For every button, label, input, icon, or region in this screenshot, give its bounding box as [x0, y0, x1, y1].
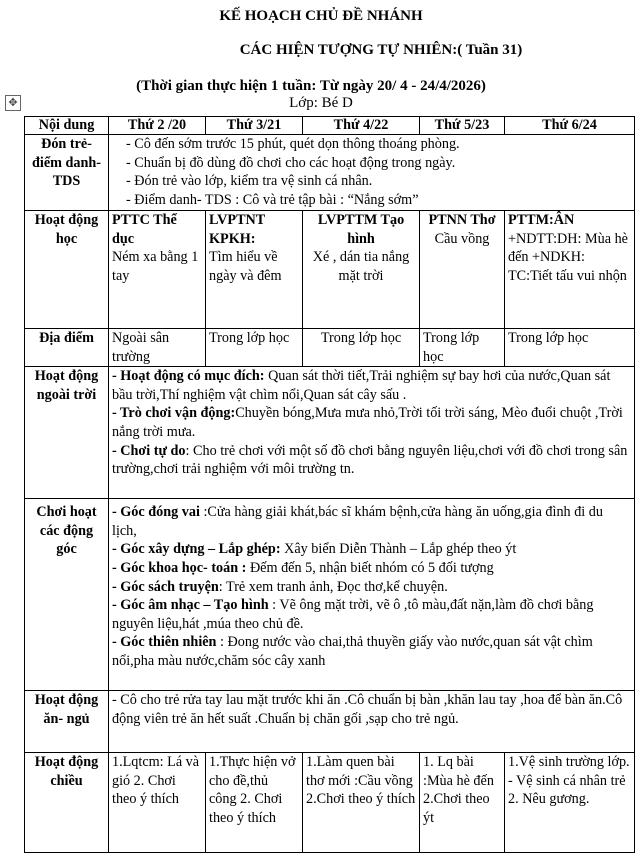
list-item: - Góc xây dựng – Lắp ghép: Xây biển Diễn Thành – Lắp ghép theo ýt [112, 541, 517, 558]
cell [206, 211, 303, 329]
row-label: Chơi hoạt các động góc [25, 499, 109, 691]
an-ngu-content: - Cô cho trẻ rửa tay lau mặt trước khi ăn .Cô chuẩn bị bàn ,khăn lau tay ,hoa để bàn ăn.Cô động viên trẻ ăn hết suất .Chuẩn bị chăn gối ,sạp cho trẻ ngủ. [109, 691, 635, 753]
table-row [25, 753, 635, 853]
cell: 1.Thực hiện vở cho đề,thủ công 2. Chơi theo ý thích [206, 753, 303, 853]
cell: 1.Vệ sinh trường lớp. - Vệ sinh cá nhân trẻ 2. Nêu gương. [505, 753, 635, 853]
cell [505, 211, 635, 329]
row-label: Đón trẻ- điểm danh- TDS [25, 135, 109, 211]
cell-head: PTTC Thể dục [112, 212, 177, 247]
col-header: Thứ 2 /20 [109, 117, 206, 135]
cell [109, 211, 206, 329]
cell-body: Tìm hiểu về ngày và đêm [209, 249, 282, 284]
cell [420, 211, 505, 329]
cell-body: Cầu vồng [434, 230, 490, 247]
row-label: Hoạt động ngoài trời [25, 367, 109, 499]
list-item: - Đón trẻ vào lớp, kiểm tra vệ sinh cá nhân. [126, 173, 373, 190]
table-row [25, 367, 635, 499]
list-item: - Góc khoa học- toán : Đếm đến 5, nhận biết nhóm có 5 đối tượng [112, 559, 494, 576]
list-item: - Cô đến sớm trước 15 phút, quét dọn thông thoáng phòng. [126, 136, 460, 152]
col-header: Thứ 6/24 [505, 117, 635, 135]
plan-table [24, 116, 635, 853]
cell-body: +NDTT:DH: Mùa hè đến +NDKH: TC:Tiết tấu vui nhộn [508, 230, 628, 284]
cell-head: PTNN Thơ [428, 212, 496, 228]
col-header: Thứ 5/23 [420, 117, 505, 135]
cell: Ngoài sân trường [109, 329, 206, 367]
row-label: Hoạt động ăn- ngủ [25, 691, 109, 753]
list-item: - Chơi tự do: Cho trẻ chơi với một số đồ chơi bằng nguyên liệu,chơi với đồ chơi trong sân trường,chơi trải nghiệm với môi trường tn. [112, 442, 628, 478]
list-item: - Điểm danh- TDS : Cô và trẻ tập bài : “Nắng sớm” [126, 191, 419, 208]
col-header: Nội dung [25, 117, 109, 135]
cell: 1.Lqtcm: Lá và gió 2. Chơi theo ý thích [109, 753, 206, 853]
cell [303, 211, 420, 329]
cell-body: Ném xa bằng 1 tay [112, 249, 199, 284]
class-name: Lớp: Bé D [289, 95, 353, 111]
table-row [25, 211, 635, 329]
cell: Trong lớp học [420, 329, 505, 367]
don-tre-content [109, 135, 635, 211]
cell-head: PTTM:ÂN [508, 212, 575, 228]
table-header-row [25, 117, 635, 135]
page-title: KẾ HOẠCH CHỦ ĐỀ NHÁNH [219, 8, 423, 24]
ngoai-troi-content [109, 367, 635, 499]
table-row [25, 691, 635, 753]
cell: 1. Lq bài :Mùa hè đến 2.Chơi theo ýt [420, 753, 505, 853]
list-item: - Hoạt động có mục đích: Quan sát thời tiết,Trải nghiệm sự bay hơi của nước,Quan sát bầu trời,Thí nghiệm vật chìm nổi,Quan sát cây sấu . [112, 368, 611, 403]
table-row [25, 499, 635, 691]
cell: 1.Làm quen bài thơ mới :Cầu vồng 2.Chơi theo ý thích [303, 753, 420, 853]
table-row [25, 135, 635, 211]
list-item: - Trò chơi vận động:Chuyền bóng,Mưa mưa nhỏ,Trời tối trời sáng, Mèo đuổi chuột ,Trời nắng trời mưa. [112, 405, 623, 440]
list-item: - Chuẩn bị đồ dùng đồ chơi cho các hoạt động trong ngày. [126, 154, 456, 171]
list-item: - Góc âm nhạc – Tạo hình : Vẽ ông mặt trời, vẽ ô ,tô màu,đất nặn,làm đồ chơi bằng nguyên liệu,hát ,múa theo chủ đề. [112, 597, 594, 632]
col-header: Thứ 4/22 [303, 117, 420, 135]
cell: Trong lớp học [206, 329, 303, 367]
list-item: - Góc đóng vai :Cửa hàng giải khát,bác sĩ khám bệnh,cửa hàng ăn uống,gia đình đi du lịch, [112, 504, 603, 539]
table-row [25, 329, 635, 367]
row-label: Địa điểm [25, 329, 109, 367]
time-range: (Thời gian thực hiện 1 tuần: Từ ngày 20/ 4 - 24/4/2026) [136, 78, 486, 94]
cell: Trong lớp học [303, 329, 420, 367]
row-label: Hoạt động chiều [25, 753, 109, 853]
list-item: - Góc sách truyện: Trẻ xem tranh ảnh, Đọc thơ,kể chuyện. [112, 578, 448, 595]
col-header: Thứ 3/21 [206, 117, 303, 135]
list-item: - Góc thiên nhiên : Đong nước vào chai,thả thuyền giấy vào nước,quan sát vật chìm nổi,pha màu nước,chăm sóc cây xanh [112, 634, 593, 669]
row-label: Hoạt động học [25, 211, 109, 329]
cell-head: LVPTNT KPKH: [209, 212, 265, 247]
cell: Trong lớp học [505, 329, 635, 367]
table-move-handle-icon[interactable]: ✥ [5, 95, 21, 111]
cell-head: LVPTTM Tạo hình [317, 212, 405, 247]
choi-goc-content [109, 499, 635, 691]
cell-body: Xé , dán tia nắng mặt trời [312, 249, 410, 284]
page-subtitle: CÁC HIỆN TƯỢNG TỰ NHIÊN:( Tuần 31) [239, 42, 523, 58]
